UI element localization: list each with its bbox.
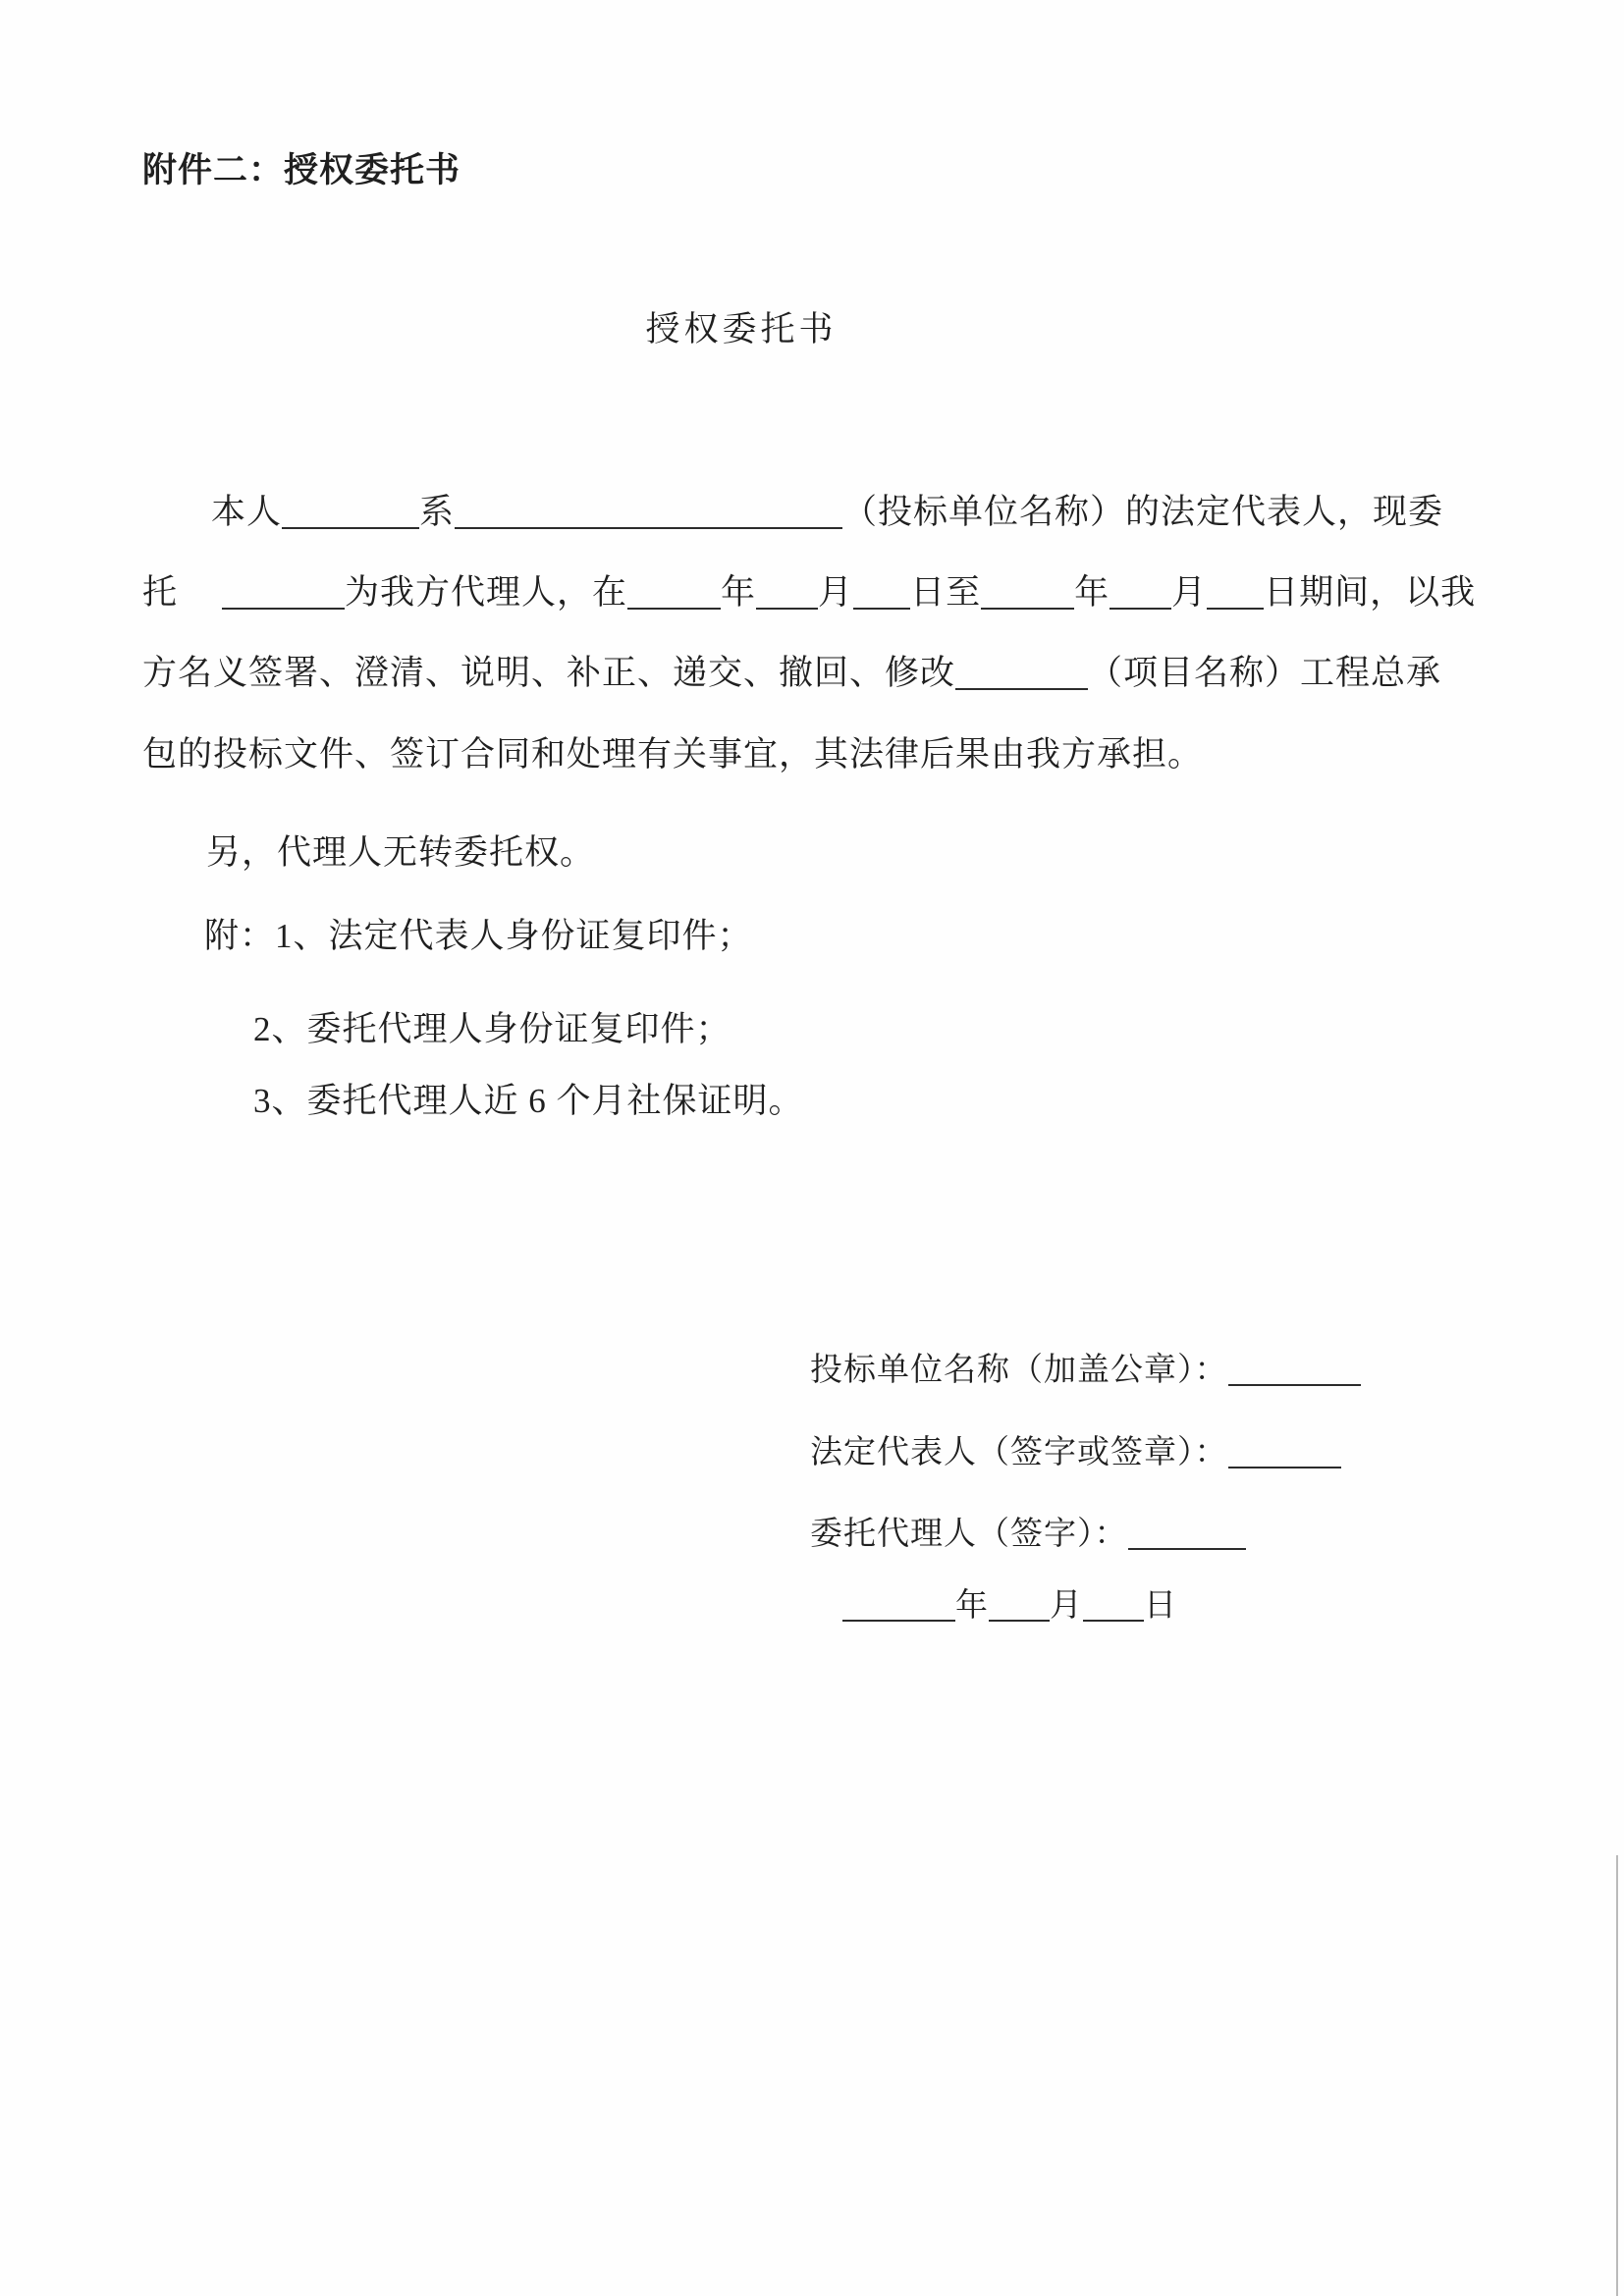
text-run: 年 [955,1588,989,1624]
attachment-item-2 [253,1006,731,1053]
signature-legal-rep-label: 法定代表人（签字或签章）： [810,1435,1228,1470]
attachment-header [142,147,460,194]
body-line-1 [142,489,1443,536]
attachment-header-text: 附件二：授权委托书 [142,151,461,189]
signature-agent-label: 委托代理人（签字）： [810,1517,1128,1552]
blank-end-month [1110,572,1171,610]
body-line-2 [142,569,1476,616]
note-text: 另，代理人无转委托权。 [206,833,596,872]
text-run: 日至 [910,573,982,612]
blank-bidder-name [455,492,842,529]
blank-start-day [853,572,910,610]
blank-start-year [627,572,721,610]
blank-date-year [842,1584,955,1622]
blank-start-month [756,572,818,610]
attachment-item-3-text: 3、委托代理人近 6 个月社保证明。 [253,1082,804,1120]
signature-legal-rep-line [810,1429,1341,1476]
attachment-item-1 [204,913,753,960]
text-run: 月 [1171,573,1208,612]
scan-edge-artifact [1616,1855,1618,2296]
signature-bidder-label: 投标单位名称（加盖公章）： [810,1353,1228,1388]
blank-legal-rep-signature [1228,1431,1341,1468]
text-run: 年 [721,573,757,612]
attachment-item-2-text: 2、委托代理人身份证复印件； [253,1010,731,1048]
text-run: 方名义签署、澄清、说明、补正、递交、撤回、修改 [142,654,956,692]
text-run: 为我方代理人，在 [345,573,628,612]
text-run: 月 [818,573,854,612]
blank-end-year [981,572,1074,610]
blank-end-day [1207,572,1264,610]
attachment-item-1-text: 附：1、法定代表人身份证复印件； [204,917,753,955]
document-title-text: 授权委托书 [645,310,838,348]
signature-bidder-line [810,1347,1361,1394]
text-run: （项目名称）工程总承 [1088,654,1442,692]
text-run: 托 [142,573,179,612]
attachment-item-3 [253,1078,804,1125]
text-run: （投标单位名称）的法定代表人，现委 [842,493,1444,531]
note-line [206,829,595,877]
text-run: 月 [1050,1588,1083,1624]
text-run: 日期间，以我 [1264,573,1477,612]
document-title [0,306,1483,353]
signature-date-line [842,1582,1177,1629]
body-line-4 [142,731,1203,778]
blank-principal-name [282,492,419,529]
blank-project-name [955,653,1088,690]
text-run: 年 [1074,573,1110,612]
blank-date-day [1083,1584,1144,1622]
blank-date-month [989,1584,1050,1622]
signature-agent-line [810,1511,1246,1558]
body-line-3 [142,650,1441,697]
text-run: 本人 [211,493,283,531]
blank-agent-signature [1128,1513,1246,1550]
blank-bidder-seal [1228,1349,1361,1386]
text-run: 日 [1144,1588,1177,1624]
text-run: 系 [419,493,456,531]
blank-agent-name [222,572,345,610]
text-run: 包的投标文件、签订合同和处理有关事宜，其法律后果由我方承担。 [142,735,1204,774]
